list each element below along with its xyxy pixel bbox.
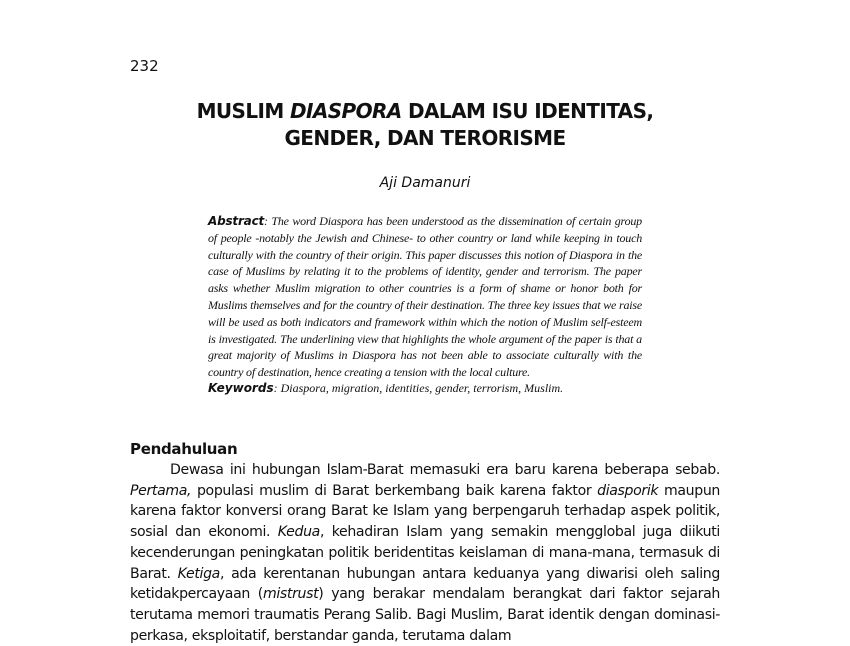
title-prefix: MUSLIM — [196, 99, 291, 123]
body-segment-italic: diasporik — [597, 482, 659, 499]
abstract-block — [208, 213, 642, 381]
title-italic-word: DIASPORA — [290, 99, 402, 123]
body-segment: maupun karena faktor konversi orang Barat ke Islam yang berpengaruh terhadap aspek politik, sosial dan ekonomi. — [130, 482, 721, 541]
keywords-label: Keywords — [208, 381, 274, 395]
keywords-text: : Diaspora, migration, identities, gender, terrorism, Muslim. — [273, 381, 564, 395]
title-line-2: GENDER, DAN TERORISME — [284, 126, 566, 150]
body-segment: , kehadiran Islam yang semakin mengglobal juga diikuti kecenderungan peningkatan politik beridentitas keislaman di mana-mana, termasuk di Barat. — [130, 524, 720, 582]
abstract-label: Abstract — [208, 214, 265, 228]
title-suffix: DALAM ISU IDENTITAS, — [401, 99, 654, 123]
section-heading: Pendahuluan — [130, 440, 238, 458]
keywords-block — [208, 381, 648, 396]
body-segment: populasi muslim di Barat berkembang baik karena faktor — [191, 482, 598, 499]
body-segment-italic: mistrust — [262, 586, 319, 603]
author-name: Aji Damanuri — [379, 175, 471, 191]
page-number: 232 — [130, 57, 159, 75]
body-paragraph — [130, 460, 720, 646]
body-segment-italic: Pertama, — [130, 482, 192, 499]
body-segment: , ada kerentanan hubungan antara keduanya yang diwarisi oleh saling ketidakpercayaan ( — [130, 565, 720, 603]
paper-title — [0, 98, 850, 152]
body-segment-italic: Ketiga — [177, 565, 220, 582]
abstract-text: : The word Diaspora has been understood as the dissemination of certain group of people -notably the Jewish and Chinese- to other country or land while keeping in touch culturally with the country of their origin. This paper discusses this notion of Diaspora in the case of Muslims by relating it to the problems of identity, gender and terrorism. The paper asks whether Muslim migration to other countries is a form of shame or honor both for Muslims themselves and for the country of their destination. The three key issues that we raise will be used as both indicators and framework within which the notion of Muslim self-esteem is investigated. The underlining view that highlights the whole argument of the paper is that a great majority of Muslims in Diaspora has not been able to associate culturally with the country of destination, hence creating a tension with the local culture. — [208, 214, 642, 380]
body-segment: Dewasa ini hubungan Islam-Barat memasuki era baru karena beberapa sebab. — [170, 462, 720, 478]
body-segment: ) yang berakar mendalam berangkat dari faktor sejarah terutama memori traumatis Perang Salib. Bagi Muslim, Barat identik dengan dominasi-perkasa, eksploitatif, berstandar ganda, terutama dalam — [130, 586, 720, 644]
body-segment-italic: Kedua — [277, 524, 320, 541]
title-line-1 — [0, 98, 850, 125]
